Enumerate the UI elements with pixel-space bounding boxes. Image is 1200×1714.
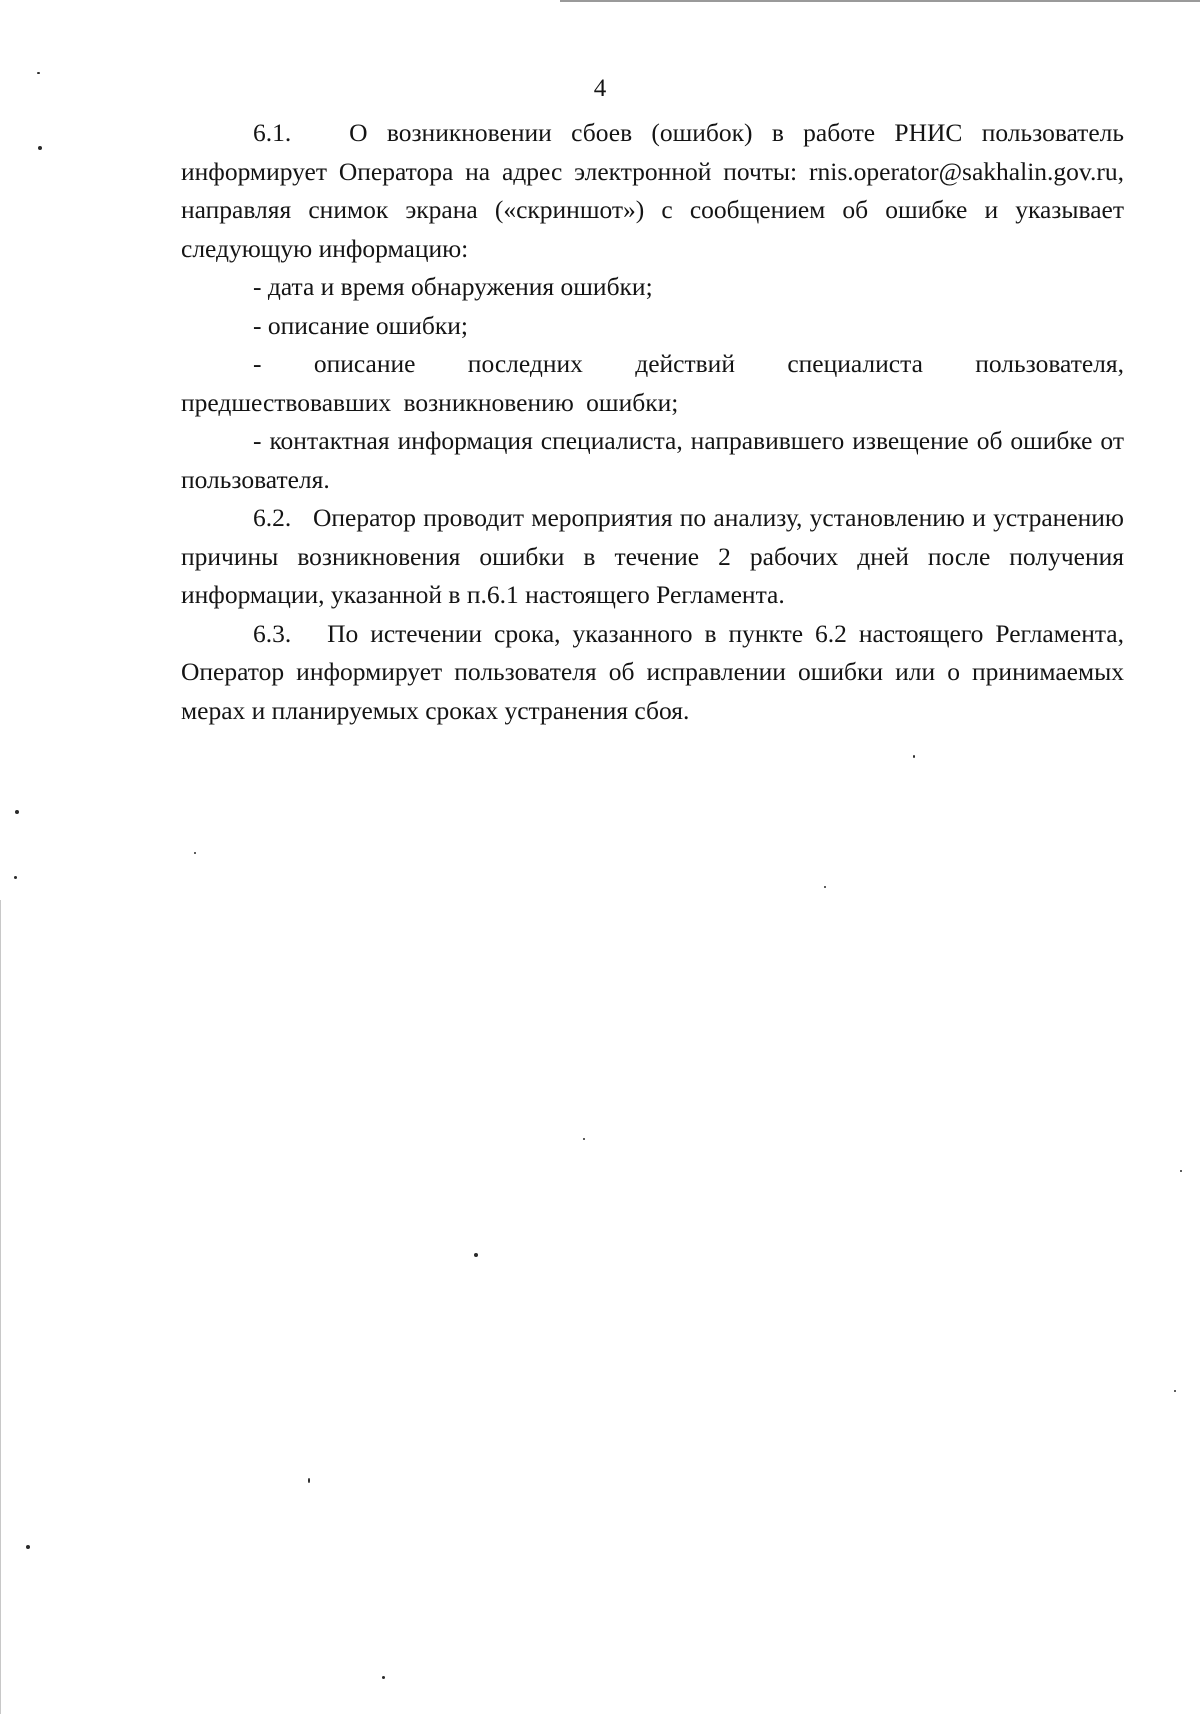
scan-speck [583, 1138, 585, 1140]
paragraph-6-1: 6.1. О возникновении сбоев (ошибок) в работе РНИС пользователь информирует Оператора на адрес электронной почты: rnis.operator@sakhalin.gov.ru, направляя снимок экрана («скриншот») с сообщением об ошибке и указывает следующую информацию: [181, 118, 1124, 263]
scan-speck [824, 886, 826, 888]
scan-speck [37, 72, 40, 74]
scan-speck [38, 146, 42, 150]
scan-speck [15, 810, 19, 814]
scan-speck [14, 876, 17, 879]
scan-top-edge [560, 0, 1200, 2]
paragraph-6-2: 6.2. Оператор проводит мероприятия по анализу, установлению и устранению причины возникновения ошибки в течение 2 рабочих дней после получения информации, указанной в п.6.1 настоящего Регламента. [181, 503, 1124, 609]
scan-speck [913, 755, 915, 758]
page-number: 4 [593, 75, 607, 102]
scan-speck [1174, 1390, 1176, 1392]
document-body [181, 114, 1124, 730]
list-item-contact-info: - контактная информация специалиста, направившего извещение об ошибке от пользователя. [181, 426, 1124, 494]
scan-speck [474, 1253, 478, 1257]
scan-speck [194, 852, 196, 854]
scan-speck [382, 1676, 385, 1679]
list-item-date-time: - дата и время обнаружения ошибки; [253, 272, 653, 301]
scan-speck [26, 1545, 30, 1549]
scan-speck [1180, 1170, 1182, 1172]
scan-speck [308, 1478, 310, 1483]
paragraph-6-3: 6.3. По истечении срока, указанного в пункте 6.2 настоящего Регламента, Оператор информирует пользователя об исправлении ошибки или о принимаемых мерах и планируемых сроках устранения сбоя. [181, 618, 1124, 725]
list-item-last-actions: - описание последних действий специалиста пользователя, предшествовавших возникновению ошибки; [181, 349, 1124, 417]
list-item-description: - описание ошибки; [253, 310, 468, 340]
scan-left-edge [0, 900, 1, 1714]
